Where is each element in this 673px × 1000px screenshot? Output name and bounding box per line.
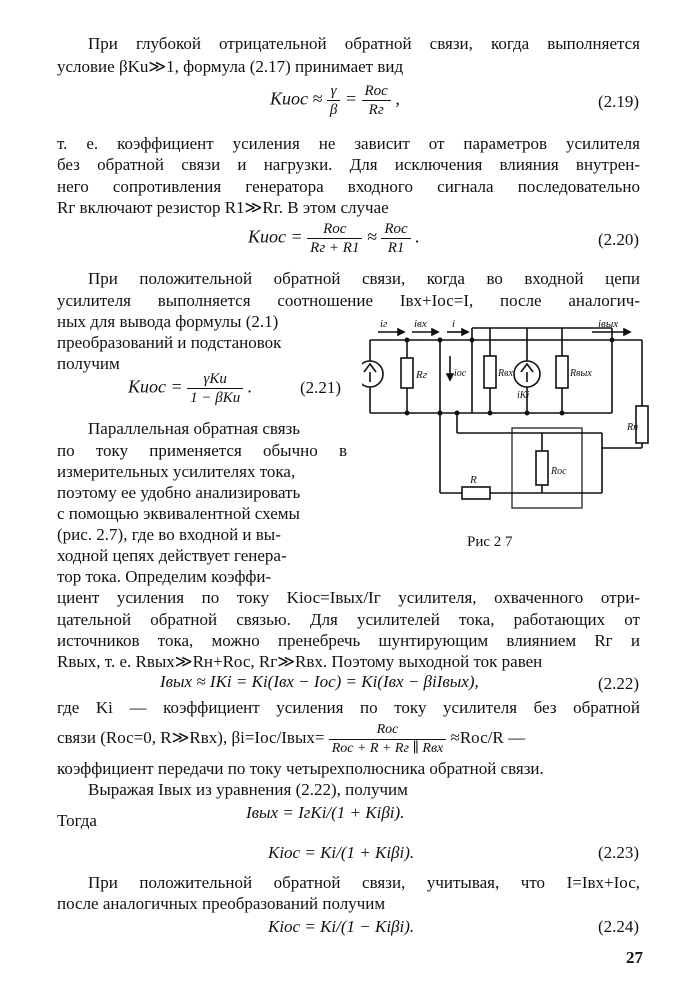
text-fragment: связи (Rос=0, R≫Rвх), βi=Iос/Iвых= [57,728,325,747]
page-number: 27 [626,948,643,967]
equation-2-19 [270,82,400,119]
eq-lhs: Kuос = [128,376,183,397]
eq-tail: . [247,376,253,397]
eq-sign: ≈ [366,226,377,247]
text-line: цательной обратной связью. Для усилителей тока, работающих от [57,610,640,629]
equation-number: (2.23) [598,843,640,862]
fraction [187,370,243,407]
numerator: Rос [362,82,391,101]
eq-sign: = [344,88,358,109]
numerator: Rос [381,220,410,239]
denominator: R1 [387,240,405,256]
text-line: него сопротивления генератора входного сигнала последовательно [57,177,640,196]
text-line: без обратной связи и нагрузки. Для исключения влияния внутрен- [57,155,640,174]
text-line: циент усиления по току Kiос=Iвых/Iг усилителя, охваченного отри- [57,588,640,607]
denominator: Rг [368,102,384,118]
text-line: после аналогичных преобразований получим [57,894,386,913]
denominator: β [329,102,338,118]
text-line: При положительной обратной связи, учитывая, что I=Iвх+Iос, [88,873,640,892]
text-line: При глубокой отрицательной обратной связи, когда выполняется [88,34,640,53]
circuit-diagram [362,318,652,528]
label-r: R [470,474,477,486]
text-line: получим [57,354,120,373]
equation-number: (2.22) [598,674,640,693]
text-line: Rг включают резистор R1≫Rг. В этом случае [57,198,389,217]
equation-2-23: Kiос = Ki/(1 + Kiβi). [268,843,415,862]
label-rn: Rн [627,422,639,433]
label-ivx: iвх [414,318,427,330]
eq-tail: . [415,226,420,247]
text-line: с помощью эквивалентной схемы [57,504,300,523]
fraction [327,82,340,119]
label-i: i [452,318,456,330]
equation-number: (2.24) [598,917,640,936]
text-line: измерительных усилителях тока, [57,462,296,481]
equation-2-24: Kiос = Ki/(1 − Kiβi). [268,917,415,936]
fraction [381,220,410,257]
text-line [57,718,525,758]
text-line: Выражая Iвых из уравнения (2.22), получим [88,780,408,799]
text-line: усилителя выполняется соотношение Iвх+Iос=I, после аналогич- [57,291,640,310]
figure-caption: Рис 2 7 [467,534,513,550]
denominator: Rос + R + Rг ∥ Rвх [331,740,444,756]
text-line: ных для вывода формулы (2.1) [57,312,279,331]
label-ioc: iос [454,368,467,379]
label-iki: iKi [517,390,530,401]
text-line: (рис. 2.7), где во входной и вы- [57,525,281,544]
equation-number: (2.21) [300,378,342,397]
equation-2-22: Iвых ≈ IKi = Ki(Iвх − Iос) = Ki(Iвх − βiIвых), [160,672,479,691]
text-line: ходной цепях действует генера- [57,546,287,565]
equation-2-21 [128,370,252,407]
eq-tail: , [395,88,400,109]
equation-number: (2.19) [598,92,640,111]
label-rg: Rг [416,369,428,381]
eq-lhs: Kuос = [248,226,303,247]
denominator: 1 − βKu [190,390,241,406]
label-ig: iг [380,318,388,330]
text-line: источников тока, можно пренебречь шунтирующим влиянием Rг и [57,631,640,650]
label-ivyx: iвых [598,318,619,330]
text-line: условие βKu≫1, формула (2.17) принимает вид [57,57,404,76]
numerator: Rос [329,721,447,740]
text-line: по току применяется обычно в [57,441,347,460]
eq-lhs: Kuос ≈ [270,88,323,109]
equation-number: (2.20) [598,230,640,249]
denominator: Rг + R1 [310,240,360,256]
numerator: γKu [187,370,243,389]
numerator: Rос [307,220,362,239]
text-line: где Ki — коэффициент усиления по току усилителя без обратной [57,698,640,717]
text-line: преобразований и подстановок [57,333,282,352]
fraction [329,721,447,758]
fraction [362,82,391,119]
text-line: коэффициент передачи по току четырехполюсника обратной связи. [57,759,544,778]
circuit-wires [370,328,642,493]
equation-iout: Iвых = IгKi/(1 + Kiβi). [246,803,405,822]
label-roc: Rос [551,466,567,477]
text-line: Параллельная обратная связь [88,419,301,438]
text-fragment: ≈Rос/R — [450,728,525,747]
text-line: При положительной обратной связи, когда во входной цепи [88,269,640,288]
label-rvx: Rвх [498,368,513,379]
equation-2-20 [248,220,420,257]
text-line: Тогда [57,811,97,830]
label-rvyx: Rвых [570,368,592,379]
text-line: т. е. коэффициент усиления не зависит от параметров усилителя [57,134,640,153]
text-line: поэтому ее удобно анализировать [57,483,301,502]
text-line: тор тока. Определим коэффи- [57,567,272,586]
fraction [307,220,362,257]
text-line: Rвых, т. е. Rвых≫Rн+Rос, Rг≫Rвх. Поэтому выходной ток равен [57,652,543,671]
numerator: γ [327,82,340,101]
